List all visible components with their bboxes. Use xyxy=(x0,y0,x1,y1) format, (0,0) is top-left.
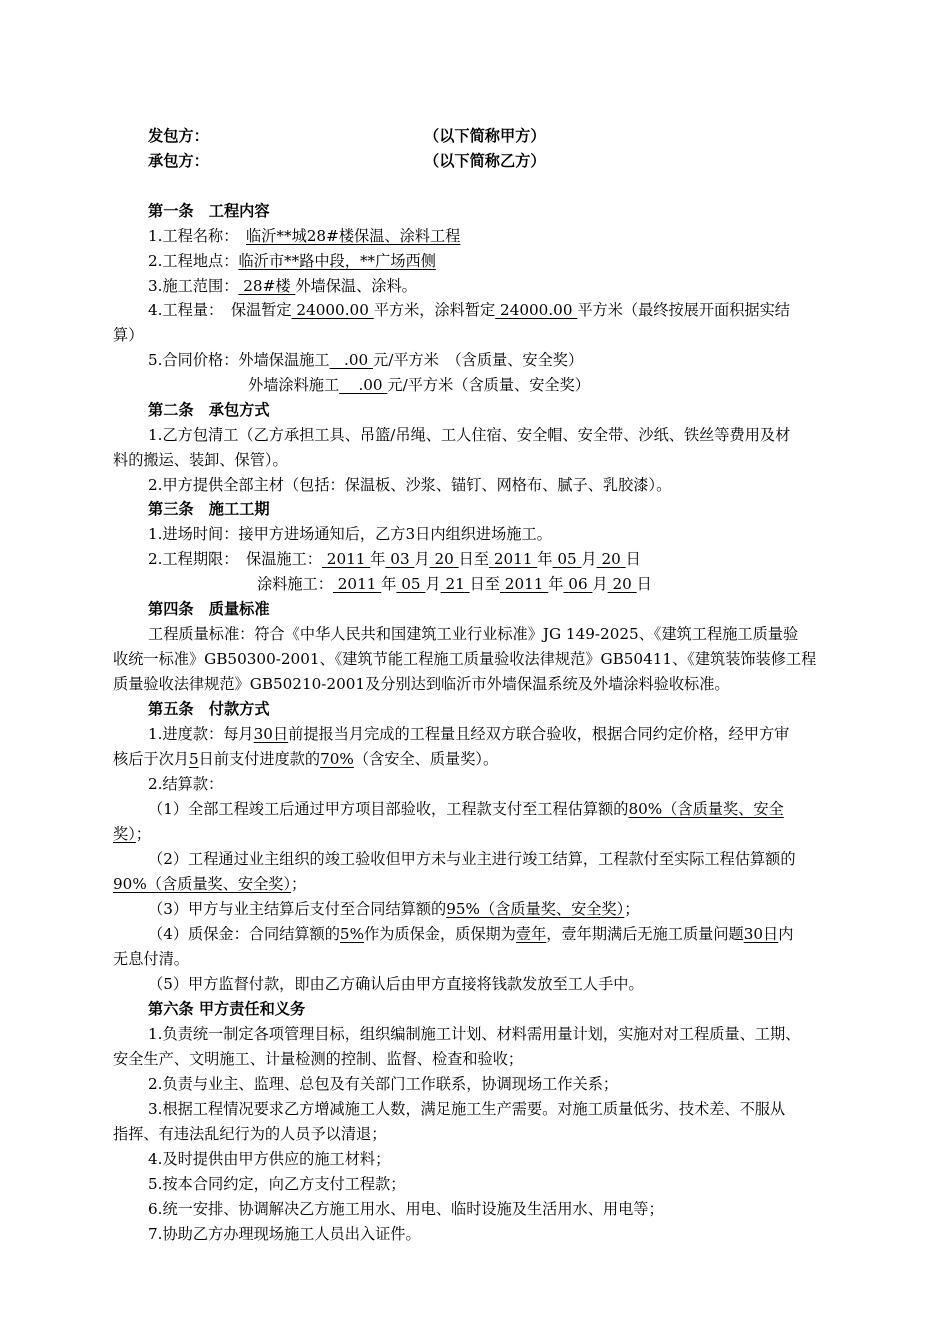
art6-line-6: 6.统一安排、协调解决乙方施工用水、用电、临时设施及生活用水、用电等； xyxy=(148,1200,664,1218)
settlement-3: （3）甲方与业主结算后支付至合同结算额的95%（含质量奖、安全奖）； xyxy=(148,900,640,918)
art4-line-3: 质量验收法律规范》GB50210-2001及分别达到临沂市外墙保温系统及外墙涂料验收标准。 xyxy=(113,675,730,693)
scope-value: 28#楼 xyxy=(243,277,291,295)
quantity-line-cont: 算） xyxy=(113,326,144,344)
article-5-heading: 第五条 付款方式 xyxy=(148,700,270,718)
project-site-line: 2.工程地点：临沂市**路中段，**广场西侧 xyxy=(148,252,436,270)
party-b-note: （以下简称乙方） xyxy=(424,152,546,170)
art6-line-1: 1.负责统一制定各项管理目标，组织编制施工计划、材料需用量计划，实施对对工程质量、工期、 xyxy=(148,1025,801,1043)
art6-line-3-cont: 指挥、有违法乱纪行为的人员予以清退； xyxy=(113,1125,387,1143)
art6-line-3: 3.根据工程情况要求乙方增减施工人数，满足施工生产需要。对施工质量低劣、技术差、不服从 xyxy=(148,1100,786,1118)
article-4-heading: 第四条 质量标准 xyxy=(148,600,270,618)
art3-line-1: 1.进场时间：接甲方进场通知后，乙方3日内组织进场施工。 xyxy=(148,525,552,543)
art6-line-7: 7.协助乙方办理现场施工人员出入证件。 xyxy=(148,1225,421,1243)
settlement-2: （2）工程通过业主组织的竣工验收但甲方未与业主进行竣工结算，工程款付至实际工程估算额的 xyxy=(148,850,796,868)
art6-line-1-cont: 安全生产、文明施工、计量检测的控制、监督、检查和验收； xyxy=(113,1050,524,1068)
price-line-insulation: 5.合同价格：外墙保温施工 .00 元/平方米 （含质量、安全奖） xyxy=(148,351,584,369)
coating-qty: 24000.00 xyxy=(500,301,573,319)
party-a-label: 发包方： xyxy=(148,127,209,145)
art4-line-1: 工程质量标准：符合《中华人民共和国建筑工业行业标准》JG 149-2025、《建筑工程施工质量验 xyxy=(148,625,799,643)
project-site-value: 临沂市**路中段，**广场西侧 xyxy=(238,252,436,270)
settlement-1: （1）全部工程竣工后通过甲方项目部验收，工程款支付至工程估算额的80%（含质量奖、安全 xyxy=(148,800,784,818)
schedule-coating: 涂料施工： 2011 年 05 月 21 日至 2011 年 06 月 20 日 xyxy=(257,575,652,593)
price-line-coating: 外墙涂料施工 .00 元/平方米（含质量、安全奖） xyxy=(248,376,590,394)
article-6-heading: 第六条 甲方责任和义务 xyxy=(148,1000,306,1018)
insulation-price: .00 xyxy=(344,351,369,369)
art6-line-5: 5.按本合同约定，向乙方支付工程款； xyxy=(148,1175,406,1193)
quantity-line: 4.工程量： 保温暂定 24000.00 平方米，涂料暂定 24000.00 平方米（最终按展开面积据实结 xyxy=(148,301,790,319)
scope-line: 3.施工范围： 28#楼 外墙保温、涂料。 xyxy=(148,277,417,295)
insulation-qty: 24000.00 xyxy=(296,301,369,319)
article-2-heading: 第二条 承包方式 xyxy=(148,401,270,419)
progress-payment-line: 1.进度款：每月30日前提报当月完成的工程量且经双方联合验收，根据合同约定价格，经甲方审 xyxy=(148,725,790,743)
art2-line-1-cont: 料的搬运、装卸、保管）。 xyxy=(113,451,288,469)
settlement-2-cont: 90%（含质量奖、安全奖）； xyxy=(113,875,307,893)
party-a-note: （以下简称甲方） xyxy=(424,127,546,145)
project-name-value: 临沂**城28#楼保温、涂料工程 xyxy=(246,227,461,245)
coating-price: .00 xyxy=(358,376,383,394)
art6-line-2: 2.负责与业主、监理、总包及有关部门工作联系，协调现场工作关系； xyxy=(148,1075,619,1093)
schedule-insulation: 2.工程期限： 保温施工： 2011 年 03 月 20 日至 2011 年 05 月 20 日 xyxy=(148,550,641,568)
party-b-label: 承包方： xyxy=(148,152,209,170)
art2-line-2: 2.甲方提供全部主材（包括：保温板、沙浆、锚钉、网格布、腻子、乳胶漆）。 xyxy=(148,476,672,494)
article-1-heading: 第一条 工程内容 xyxy=(148,202,270,220)
progress-payment-line-cont: 核后于次月5日前支付进度款的70%（含安全、质量奖）。 xyxy=(113,750,499,768)
settlement-4: （4）质保金：合同结算额的5%作为质保金，质保期为壹年，壹年期满后无施工质量问题30日内 xyxy=(148,925,794,943)
settlement-4-cont: 无息付清。 xyxy=(113,950,189,968)
settlement-heading: 2.结算款： xyxy=(148,775,224,793)
settlement-5: （5）甲方监督付款，即由乙方确认后由甲方直接将钱款发放至工人手中。 xyxy=(148,975,644,993)
settlement-1-cont: 奖）； xyxy=(113,825,151,843)
article-3-heading: 第三条 施工工期 xyxy=(148,500,270,518)
art4-line-2: 收统一标准》GB50300-2001、《建筑节能工程施工质量验收法律规范》GB50411、《建筑装饰装修工程 xyxy=(113,650,817,668)
art2-line-1: 1.乙方包清工（乙方承担工具、吊篮/吊绳、工人住宿、安全帽、安全带、沙纸、铁丝等费用及材 xyxy=(148,426,791,444)
art6-line-4: 4.及时提供由甲方供应的施工材料； xyxy=(148,1150,391,1168)
project-name-line: 1.工程名称： 临沂**城28#楼保温、涂料工程 xyxy=(148,227,461,245)
